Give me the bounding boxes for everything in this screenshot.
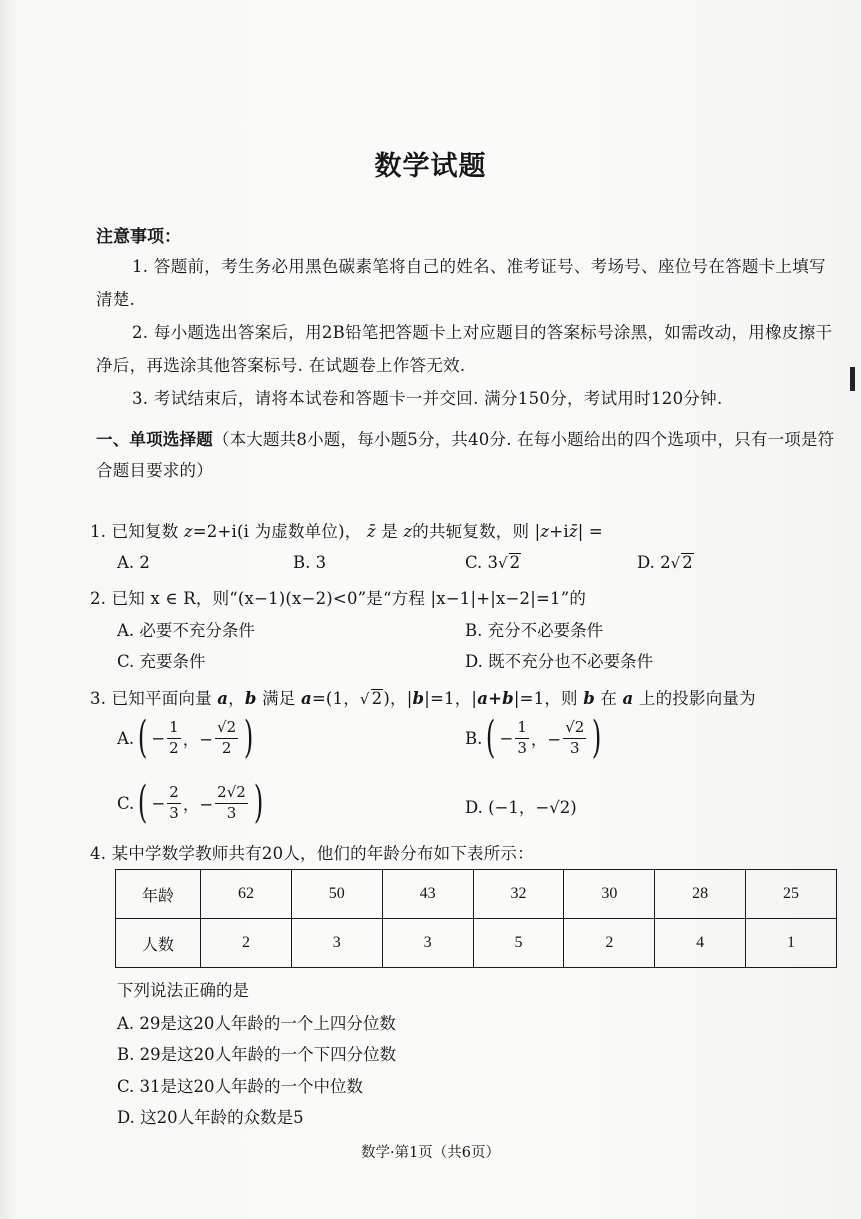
table-cell: 4 — [655, 919, 746, 968]
q3-option-c: C. ( − $\frac{2}{3}$ ，− $\frac{2√2}{3}$ ) — [117, 777, 264, 828]
q3-text: )，| — [383, 689, 413, 708]
q1-var: z̄ — [568, 522, 578, 541]
q3-text: 已知平面向量 — [111, 689, 212, 708]
q4-text: 某中学数学教师共有20人，他们的年龄分布如下表所示： — [111, 844, 534, 863]
table-cell: 43 — [382, 870, 473, 919]
q3-text: =(1， — [311, 689, 360, 708]
question-4 — [90, 840, 534, 864]
q3-text: |=1，| — [424, 689, 478, 708]
table-cell: 25 — [746, 870, 837, 919]
q4-option-c: C. 31是这20人年龄的一个中位数 — [117, 1077, 364, 1096]
question-number: 2. — [90, 589, 107, 608]
table-cell: 32 — [473, 870, 564, 919]
table-cell: 2 — [564, 919, 655, 968]
table-cell: 1 — [746, 919, 837, 968]
q3-vector: b — [412, 689, 425, 708]
q3-vector: b — [583, 689, 595, 708]
page-title: 数学试题 — [374, 151, 487, 182]
section-heading — [96, 424, 841, 486]
q2-text: 已知 x ∈ R，则“(x−1)(x−2)<0”是“方程 |x−1|+|x−2|=1”的 — [111, 589, 587, 608]
question-2 — [90, 585, 586, 609]
question-number: 3. — [90, 689, 107, 708]
table-cell: 3 — [382, 919, 473, 968]
notice-item-1: 1. 答题前，考生务必用黑色碳素笔将自己的姓名、准考证号、考场号、座位号在答题卡上填写清楚. — [96, 257, 826, 309]
table-cell: 30 — [564, 870, 655, 919]
q2-option-d: D. 既不充分也不必要条件 — [465, 652, 654, 671]
q4-option-d: D. 这20人年龄的众数是5 — [117, 1108, 304, 1127]
q3-vector: a+b — [477, 689, 514, 708]
q4-option-b: B. 29是这20人年龄的一个下四分位数 — [117, 1045, 397, 1064]
notice-item-3: 3. 考试结束后，请将本试卷和答题卡一并交回. 满分150分，考试用时120分钟. — [132, 389, 723, 408]
q2-option-c: C. 充要条件 — [117, 652, 206, 671]
q1-text: 已知复数 — [111, 522, 179, 541]
question-1 — [90, 518, 603, 542]
table-cell: 2 — [201, 919, 292, 968]
notice-item-2: 2. 每小题选出答案后，用2B铅笔把答题卡上对应题目的答案标号涂黑，如需改动，用橡皮擦干净后，再选涂其他答案标号. 在试题卷上作答无效. — [96, 323, 833, 375]
q1-text: | = — [577, 522, 603, 541]
q1-option-b: B. 3 — [293, 553, 327, 572]
q1-var: z — [540, 522, 550, 541]
table-header-cell: 年龄 — [116, 870, 201, 919]
q1-text: +i — [549, 522, 569, 541]
q1-text: 是 — [381, 522, 398, 541]
q3-text: 满足 — [262, 689, 296, 708]
table-header-cell: 人数 — [116, 919, 201, 968]
q3-vector: b — [244, 689, 257, 708]
section-title: 一、单项选择题 — [96, 430, 213, 449]
q3-vector: a — [622, 689, 634, 708]
q4-option-a: A. 29是这20人年龄的一个上四分位数 — [117, 1014, 396, 1033]
q3-text: 在 — [600, 689, 618, 708]
table-row — [116, 870, 837, 919]
q1-text: =2+i(i 为虚数单位)， — [192, 522, 362, 541]
q2-option-b: B. 充分不必要条件 — [465, 621, 604, 640]
q1-var: z̄ — [366, 522, 376, 541]
question-number: 4. — [90, 844, 107, 863]
q3-option-d: D. (−1，−√2) — [465, 798, 577, 817]
q3-vector: a — [217, 689, 229, 708]
table-cell: 50 — [291, 870, 382, 919]
q3-option-b: B. ( − $\frac{1}{3}$ ，− $\frac{√2}{3}$ ) — [465, 712, 602, 763]
page-footer: 数学·第1页（共6页） — [360, 1145, 501, 1161]
table-row — [116, 919, 837, 968]
q3-text: |=1，则 — [513, 689, 578, 708]
q1-option-c: C. 3√ 2 — [465, 553, 521, 572]
question-3: 3. 已知平面向量 a，b 满足 a=(1，√ 2)，|b|=1，|a+b|=1，则 b 在 a 上的投影向量为 — [90, 689, 756, 708]
q1-var: z — [403, 522, 413, 541]
table-cell: 28 — [655, 870, 746, 919]
scan-edge-mark — [850, 367, 855, 391]
question-number: 1. — [90, 522, 107, 541]
q1-option-a: A. 2 — [117, 553, 150, 572]
table-cell: 3 — [291, 919, 382, 968]
q1-text: 的共轭复数，则 | — [412, 522, 541, 541]
q3-vector: a — [300, 689, 312, 708]
q2-option-a: A. 必要不充分条件 — [117, 621, 255, 640]
table-cell: 62 — [201, 870, 292, 919]
q3-text: 上的投影向量为 — [638, 689, 756, 708]
notice-heading: 注意事项： — [96, 227, 181, 247]
table-cell: 5 — [473, 919, 564, 968]
age-table — [115, 869, 837, 968]
q1-option-d: D. 2√ 2 — [637, 553, 693, 572]
q1-var: z — [183, 522, 193, 541]
q4-prompt: 下列说法正确的是 — [117, 981, 249, 1000]
q3-option-a: A. ( − $\frac{1}{2}$ ，− $\frac{√2}{2}$ ) — [117, 712, 254, 763]
section-description: （本大题共8小题，每小题5分，共40分. 在每小题给出的四个选项中，只有一项是符合题目要求的） — [96, 430, 835, 480]
